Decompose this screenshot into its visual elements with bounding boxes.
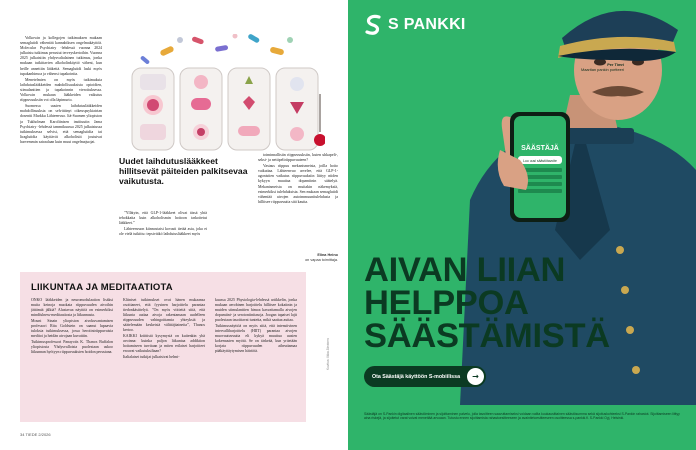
person-caption xyxy=(528,62,624,72)
pull-quote: Uudet laihdutuslääkkeet hillitsevät päiteiden palkitsevaa vaikutusta. xyxy=(119,156,248,186)
page-footer: 34 TIEDE 2/2026 xyxy=(20,432,51,437)
author-name: Elina Heino xyxy=(317,253,338,257)
box-paragraph: Tutkimusnäyttöä on myös siitä, että intensiivinen intervalliharjoittelu (HIIT) parantaa aivojen muovautuvuutta eli kykyä muuttua uusien kokemusten myötä. Se on tärkeää, kun yritetään korjata riippuvuuden aiheuttamaa pääkäyttäytymisen häiriötä. xyxy=(215,324,297,353)
slot-machine-with-pills-illustration xyxy=(120,34,325,152)
sidebar-box-column-3 xyxy=(215,298,297,416)
ad-disclaimer: Säästäjä on S-Pankin digitaalinen säästöminen ja sijoittaminen palvelu, jolla tavoitteen saavuttamiseksi voidaan valita kuukausittainen säästösumma sekä sijoituskohteeksi S-Pankin rahastot. Sijoittamiseen liittyy aina riskejä, ja sijoitetut varat voivat menettää arvoaan. Tutustu ennen sijoittamista rahastoesitteeseen ja avaintietoesitteeseen osoitteessa s-pankki.fi. S-Pankki Oyj, Helsinki. xyxy=(364,412,680,421)
sidebar-box-column-2 xyxy=(123,298,205,416)
box-paragraph: ONKO lääkkeiden ja neuromodulaation lisäksi muita keinoja muokata riippuvuuden aivoihin jättämiä jälkiä? Alustavaa näyttöä on esimerkiksi mindfulness-meditaatiosta ja liikunnasta. xyxy=(31,298,113,317)
sidebar-box-column-1 xyxy=(31,298,113,416)
slot-reel xyxy=(276,68,318,150)
illustration-credit: Kuvitus: Ilkka Järvinen xyxy=(326,338,330,370)
article-column-3 xyxy=(258,153,338,245)
article-paragraph: Menetelmien on myös tutkimuksia laihdutuslääkkeiden mahdollisuuksista opioidien, stimulanttien ja tupakoinnin vieroituksessa. Volkowin mukaan lääkkeiden vaikutus riippuvuuksiin voi olla läpimurto. xyxy=(20,77,102,103)
ad-headline xyxy=(364,251,610,355)
box-paragraph: kuussa 2025 Physiologia-lehdessä artikkelin, jonka mukaan aerobinen harjoittelu hillitsee kokaiinin ja muiden stimulanttien himoa kasvattamalla aivojen dopamiini- ja serotoniinitasoja. Joogan tapaiset lajit puolestaan tasoittavat tunteita, mikä saattaa auttaa. xyxy=(215,298,297,322)
article-paragraph: ”Yllätyin, että GLP-1-lääkkeet olivat tässä yhtä tehokkaita kuin alkoholismin hoitoon tarkoitetut lääkkeet.” xyxy=(119,211,207,226)
s-pankki-logo-icon xyxy=(364,14,384,36)
box-paragraph: Mount Sinain yliopiston aivokuvantamisen professori Rita Goldstein on saanut lupaavia tuloksia tutkimuksessa, jossa heroiiniriippuvaisia meditoi ja heidän aivojaan kuvattiin. xyxy=(31,319,113,338)
article-column-2 xyxy=(119,211,207,271)
article-paragraph: toiminnallisiin riippuvuuksiin, kuten uhkapeli-, seksi- ja nettipeliriippuvuuteen? xyxy=(258,153,338,163)
slot-reel xyxy=(180,68,222,150)
article-column-1 xyxy=(20,36,102,260)
box-paragraph: Italialaiset tutkijat julkaisivat helmi- xyxy=(123,355,180,359)
sidebar-box xyxy=(20,272,306,422)
headline-line: HELPPOA xyxy=(364,284,529,322)
headline-line: SÄÄSTÄMISTÄ xyxy=(364,317,610,355)
person-role: Maaritan pankin portteeri xyxy=(580,67,624,72)
article-paragraph: Lähteenvuon kiinnostaisi kovasti tietää asia, joka ei ole vielä tutkittu: tepsivätkö laihdutuslääkkeet myös xyxy=(119,227,207,237)
s-pankki-logo xyxy=(364,14,466,36)
slot-reel xyxy=(132,68,174,150)
article-paragraph: Vastaus riippuu mekanismeista, joilla hoito vaikuttaa. Lähteenvuo arvelee, että GLP-1-agonistien vaikutus riippuvuuksiin liittyy niiden kykyyn muuttaa dopamiinin säätelyä. Mekanismeista on muitakin näkemyksiä, esimerkiksi tulehduksista. Sen mukaan semaglutidi vähentää aivojen autoimmuunitulehdusta ja hillitsee riippuvuutta sitä kautta. xyxy=(258,164,338,204)
box-paragraph: Kliiniset tutkimukset ovat hänen mukaansa osoittaneet, että fyysinen harjoittelu parantaa tiedonkäsittelyä. ”On myös viitteitä siitä, että liikunta auttaa aivoja rakentamaan uudelleen riippuvuuden vahingoittamia yhteyksiä ja säätelemään keskeisiä välittäjäaineita”, Thanos kertoo. xyxy=(123,298,205,332)
box-paragraph: KAIKKI kriittistä kysymystä on kuitenkin yhä avoinna: kuinka paljon liikuntaa addiktion hoitamiseen tarvitaan ja miten erilaiset harjoitteet eroavat vaikutuksiltaan? xyxy=(123,334,205,353)
advertisement-page xyxy=(348,0,696,450)
article-paragraph: Volkowin ja kollegojen tutkimuksen mukaan semaglutidi vähentää kannabiksen ongelmakäyttöä. Molecular Psychiatry -lehdessä vuonna 2024 julkaistu tutkimus perustui terveyskertoihin. Vuonna 2025 julkaistiin yhdysvaltalainen tutkimus, jonka mukaan tutkittavien alkoholinkäyttö väheni, kun heille annettiin lääkettä. Semaglutidi laski myös tupakanhimoa ja vähensi tupakointia. xyxy=(20,36,102,76)
phone-app-button: Luo uusi säästötavoite xyxy=(523,159,557,163)
arrow-right-icon: → xyxy=(467,368,484,385)
box-paragraph: Tutkimusprofessori Panayotis K. Thanos Buffalon yliopistosta Yhdysvalloista puolestaan uskoo liikunnan hyötyyn riippuvuuksien hoidon perustana. xyxy=(31,340,113,354)
cta-button[interactable] xyxy=(364,366,486,387)
sidebar-box-title: LIIKUNTAA JA MEDITAATIOTA xyxy=(31,282,173,293)
author-attribution xyxy=(258,253,338,263)
phone-app-title: SÄÄSTÄJÄ xyxy=(521,145,559,152)
author-role: on vapaa toimittaja. xyxy=(305,258,338,262)
headline-line: AIVAN LIIAN xyxy=(364,251,566,289)
person-name: Per Timri xyxy=(607,62,624,67)
slot-reel xyxy=(228,68,270,150)
pill-icon xyxy=(140,34,293,65)
cta-label: Ota Säästäjä käyttöön S-mobiilissa xyxy=(372,373,461,380)
brand-name: S PANKKI xyxy=(388,16,466,33)
article-paragraph: Suomessa uusien laihdutuslääkkeiden mahdollisuuksia on selvittänyt oikeuspsykiatrian dosentti Markku Lähteenvuo. Itä-Suomen yliopiston ja Tukholman Karoliinisen instituutin Jama Psychiatry -lehdessä tammikuussa 2025 julkaistussa tutkimuksessa selvisi, että semaglutidia tai liraglutidia käyttävät alkoholistit joutuivat harvemmin sairaalaan kuin muut ongelmajuojat. xyxy=(20,104,102,144)
